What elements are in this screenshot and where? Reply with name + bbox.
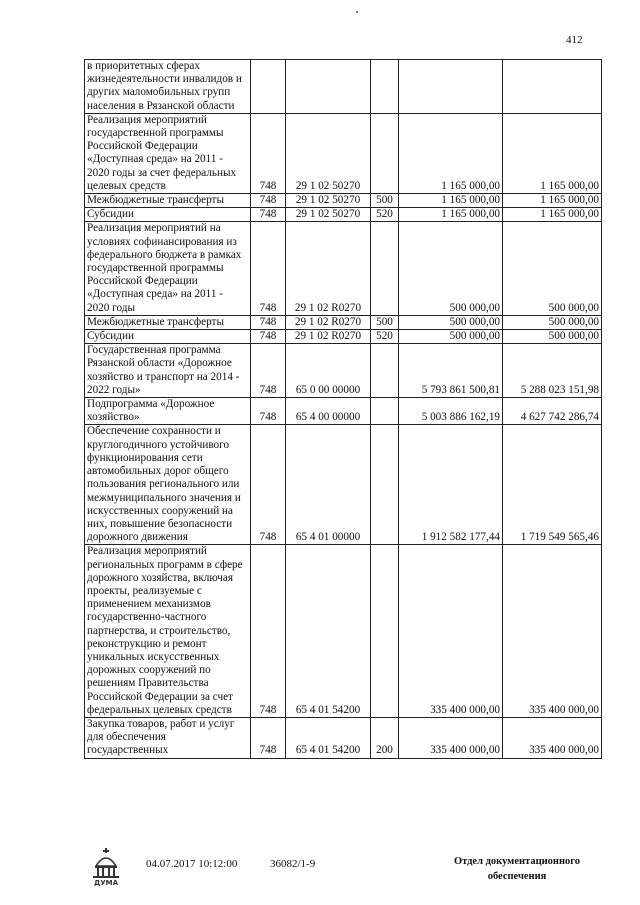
cell-ved: 748	[251, 398, 286, 425]
cell-sum2: 1 165 000,00	[503, 208, 602, 222]
cell-name: Реализация мероприятий государственной программы Российской Федерации «Доступная среда» на 2011 - 2020 годы за счет федеральных целевых средств	[85, 113, 251, 193]
budget-table	[84, 59, 602, 759]
cell-csr: 65 4 01 54200	[286, 545, 371, 718]
cell-name: Подпрограмма «Дорожное хозяйство»	[85, 398, 251, 425]
cell-sum1: 1 165 000,00	[399, 113, 503, 193]
cell-vr: 500	[371, 315, 399, 329]
cell-sum1: 500 000,00	[399, 330, 503, 344]
cell-csr: 29 1 02 R0270	[286, 330, 371, 344]
cell-sum2: 500 000,00	[503, 315, 602, 329]
duma-logo	[86, 848, 126, 889]
cell-sum1: 335 400 000,00	[399, 717, 503, 758]
table-row	[85, 717, 602, 758]
cell-name: Субсидии	[85, 330, 251, 344]
cell-sum2: 500 000,00	[503, 222, 602, 315]
cell-ved: 748	[251, 330, 286, 344]
cell-ved: 748	[251, 315, 286, 329]
cell-vr: 520	[371, 330, 399, 344]
cell-sum2: 335 400 000,00	[503, 545, 602, 718]
cell-ved: 748	[251, 222, 286, 315]
cell-vr	[371, 545, 399, 718]
cell-csr: 65 4 00 00000	[286, 398, 371, 425]
cell-ved: 748	[251, 344, 286, 398]
table-row	[85, 398, 602, 425]
scan-speck	[356, 11, 358, 13]
cell-sum1: 335 400 000,00	[399, 545, 503, 718]
cell-ved: 748	[251, 545, 286, 718]
cell-csr: 65 0 00 00000	[286, 344, 371, 398]
cell-name: Государственная программа Рязанской области «Дорожное хозяйство и транспорт на 2014 - 2022 годы»	[85, 344, 251, 398]
cell-ved: 748	[251, 194, 286, 208]
cell-name: в приоритетных сферах жизнедеятельности инвалидов и других маломобильных групп населения в Рязанской области	[85, 60, 251, 114]
table-row	[85, 330, 602, 344]
cell-csr: 29 1 02 50270	[286, 113, 371, 193]
cell-vr	[371, 60, 399, 114]
cell-vr: 200	[371, 717, 399, 758]
cell-name: Межбюджетные трансферты	[85, 194, 251, 208]
table-row	[85, 113, 602, 193]
cell-sum1: 5 793 861 500,81	[399, 344, 503, 398]
cell-vr	[371, 425, 399, 545]
cell-sum1: 1 165 000,00	[399, 194, 503, 208]
cell-sum2: 1 165 000,00	[503, 194, 602, 208]
cell-csr: 29 1 02 R0270	[286, 222, 371, 315]
cell-name: Закупка товаров, работ и услуг для обеспечения государственных	[85, 717, 251, 758]
svg-text:ДУМА: ДУМА	[93, 879, 119, 886]
footer-department: Отдел документационного обеспечения	[453, 856, 581, 882]
cell-vr: 520	[371, 208, 399, 222]
table-row	[85, 194, 602, 208]
cell-csr: 65 4 01 00000	[286, 425, 371, 545]
cell-vr	[371, 344, 399, 398]
footer-datetime: 04.07.2017 10:12:00	[146, 858, 238, 870]
cell-sum1: 500 000,00	[399, 222, 503, 315]
cell-sum2: 500 000,00	[503, 330, 602, 344]
cell-sum2: 4 627 742 286,74	[503, 398, 602, 425]
cell-ved: 748	[251, 208, 286, 222]
cell-name: Межбюджетные трансферты	[85, 315, 251, 329]
cell-name: Обеспечение сохранности и круглогодичного устойчивого функционирования сети автомобильных дорог общего пользования регионального или межмуниципального значения и искусственных сооружений на них, повышение безопасности дорожного движения	[85, 425, 251, 545]
cell-sum1: 1 912 582 177,44	[399, 425, 503, 545]
cell-sum1	[399, 60, 503, 114]
table-row	[85, 60, 602, 114]
cell-name: Реализация мероприятий региональных программ в сфере дорожного хозяйства, включая проекты, реализуемые с применением механизмов государственно-частного партнерства, и строительство, реконструкцию и ремонт уникальных искусственных дорожных сооружений по решениям Правительства Российской Федерации за счет федеральных целевых средств	[85, 545, 251, 718]
cell-name: Субсидии	[85, 208, 251, 222]
cell-csr	[286, 60, 371, 114]
cell-sum1: 1 165 000,00	[399, 208, 503, 222]
table-row	[85, 344, 602, 398]
footer-doc-number: 36082/1-9	[270, 858, 316, 870]
cell-csr: 65 4 01 54200	[286, 717, 371, 758]
cell-ved	[251, 60, 286, 114]
table-row	[85, 208, 602, 222]
cell-ved: 748	[251, 113, 286, 193]
cell-sum2	[503, 60, 602, 114]
table-row	[85, 222, 602, 315]
cell-ved: 748	[251, 717, 286, 758]
page-number: 412	[566, 34, 583, 46]
cell-sum2: 335 400 000,00	[503, 717, 602, 758]
cell-vr	[371, 398, 399, 425]
cell-vr	[371, 113, 399, 193]
cell-csr: 29 1 02 50270	[286, 208, 371, 222]
cell-sum2: 5 288 023 151,98	[503, 344, 602, 398]
cell-sum2: 1 719 549 565,46	[503, 425, 602, 545]
cell-name: Реализация мероприятий на условиях софинансирования из федерального бюджета в рамках государственной программы Российской Федерации «Доступная среда» на 2011 - 2020 годы	[85, 222, 251, 315]
table-row	[85, 545, 602, 718]
cell-vr	[371, 222, 399, 315]
cell-csr: 29 1 02 50270	[286, 194, 371, 208]
cell-ved: 748	[251, 425, 286, 545]
cell-vr: 500	[371, 194, 399, 208]
cell-sum2: 1 165 000,00	[503, 113, 602, 193]
cell-sum1: 5 003 886 162,19	[399, 398, 503, 425]
table-row	[85, 425, 602, 545]
page-footer	[0, 848, 640, 888]
table-row	[85, 315, 602, 329]
cell-sum1: 500 000,00	[399, 315, 503, 329]
cell-csr: 29 1 02 R0270	[286, 315, 371, 329]
